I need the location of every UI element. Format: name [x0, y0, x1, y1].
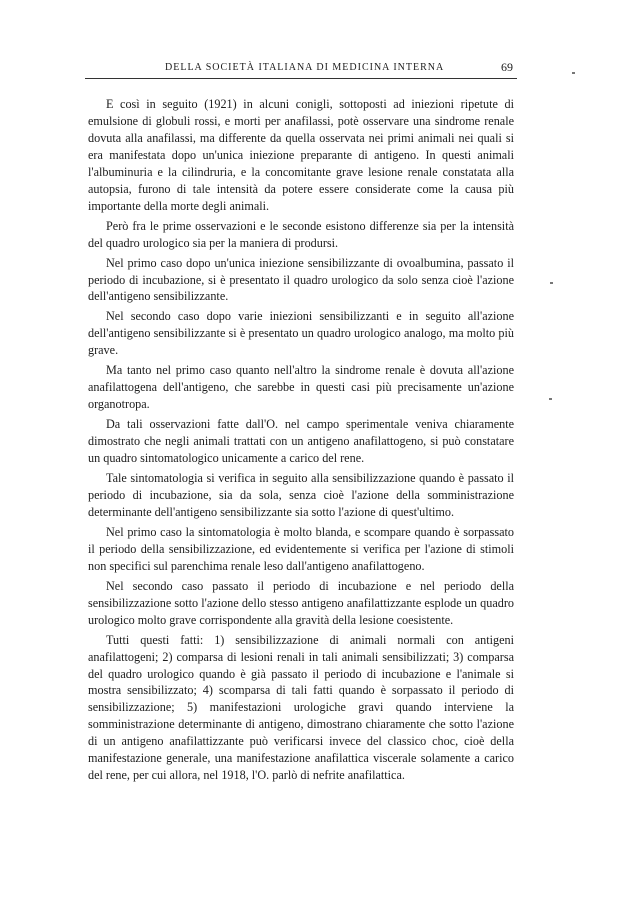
paragraph: Da tali osservazioni fatte dall'O. nel campo sperimentale veniva chiaramente dimostrato che negli animali trattati con un antigeno anafilattogeno, si può constatare un quadro sintomatologico unicamente a carico del rene. [88, 417, 514, 466]
paragraph: Tale sintomatologia si verifica in seguito alla sensibilizzazione quando è passato il periodo di incubazione, sia da sola, senza cioè l'azione della somministrazione determinante dell'antigeno sensibilizzante sia sotto l'azione di quest'ultimo. [88, 471, 514, 519]
body-text [88, 96, 514, 787]
paragraph: Ma tanto nel primo caso quanto nell'altro la sindrome renale è dovuta all'azione anafilattogena dell'antigeno, che sarebbe in questi casi più precisamente un'azione organotropa. [88, 363, 514, 412]
paragraph: E così in seguito (1921) in alcuni conigli, sottoposti ad iniezioni ripetute di emulsione di globuli rossi, e morti per anafilassi, potè osservare una sindrome renale dovuta alla anafilassi, ma differente da quella osservata nei primi animali nei quali si era manifestata dopo un'unica iniezione preparante di antigeno. In questi animali l'albuminuria e la cilindruria, e la concomitante grave lesione renale constatata alla autopsia, furono di tale intensità da potere essere considerate come la causa più importante della morte degli animali. [88, 97, 514, 213]
paragraph: Nel primo caso dopo un'unica iniezione sensibilizzante di ovoalbumina, passato il periodo di incubazione, si è presentato il quadro urologico da solo senza cioè l'azione dell'antigeno sensibilizzante. [88, 255, 514, 304]
paragraph: Nel primo caso la sintomatologia è molto blanda, e scompare quando è sorpassato il periodo della sensibilizzazione, ed evidentemente si verifica per l'azione di stimoli non specifici sul parenchima renale leso dall'antigeno anafilattogeno. [88, 524, 514, 573]
scan-speck [572, 72, 575, 74]
paragraph: Nel secondo caso dopo varie iniezioni sensibilizzanti e in seguito all'azione dell'antigeno sensibilizzante si è presentato un quadro urologico analogo, ma molto più grave. [88, 309, 514, 358]
running-head-title: DELLA SOCIETÀ ITALIANA DI MEDICINA INTERNA [165, 62, 445, 73]
running-header [85, 58, 517, 79]
page-number: 69 [501, 60, 513, 74]
paragraph: Nel secondo caso passato il periodo di incubazione e nel periodo della sensibilizzazione sotto l'azione dello stesso antigeno anafilattizzante esplode un quadro urologico molto grave corrispondente alla gravità della lesione coesistente. [88, 578, 514, 627]
paragraph: Tutti questi fatti: 1) sensibilizzazione di animali normali con antigeni anafilattogeni; 2) comparsa di lesioni renali in tali animali sensibilizzati; 3) comparsa del quadro urologico quando è già passato il periodo di incubazione e l'animale si mostra sensibilizzato; 4) scomparsa di tali fatti quando è sorpassato il periodo di sensibilizzazione; 5) manifestazioni urologiche gravi quando interviene la somministrazione determinante di antigeno, dimostrano chiaramente che sotto l'azione di un antigeno anafilattizzante può verificarsi invece del classico choc, cioè della manifestazione generale, una manifestazione anafilattica viscerale solamente a carico del rene, per cui allora, nel 1918, l'O. parlò di nefrite anafilattica. [88, 632, 514, 783]
scan-speck [549, 398, 552, 400]
paragraph: Però fra le prime osservazioni e le seconde esistono differenze sia per la intensità del quadro urologico sia per la maniera di prodursi. [88, 218, 514, 250]
scan-speck [550, 282, 553, 284]
